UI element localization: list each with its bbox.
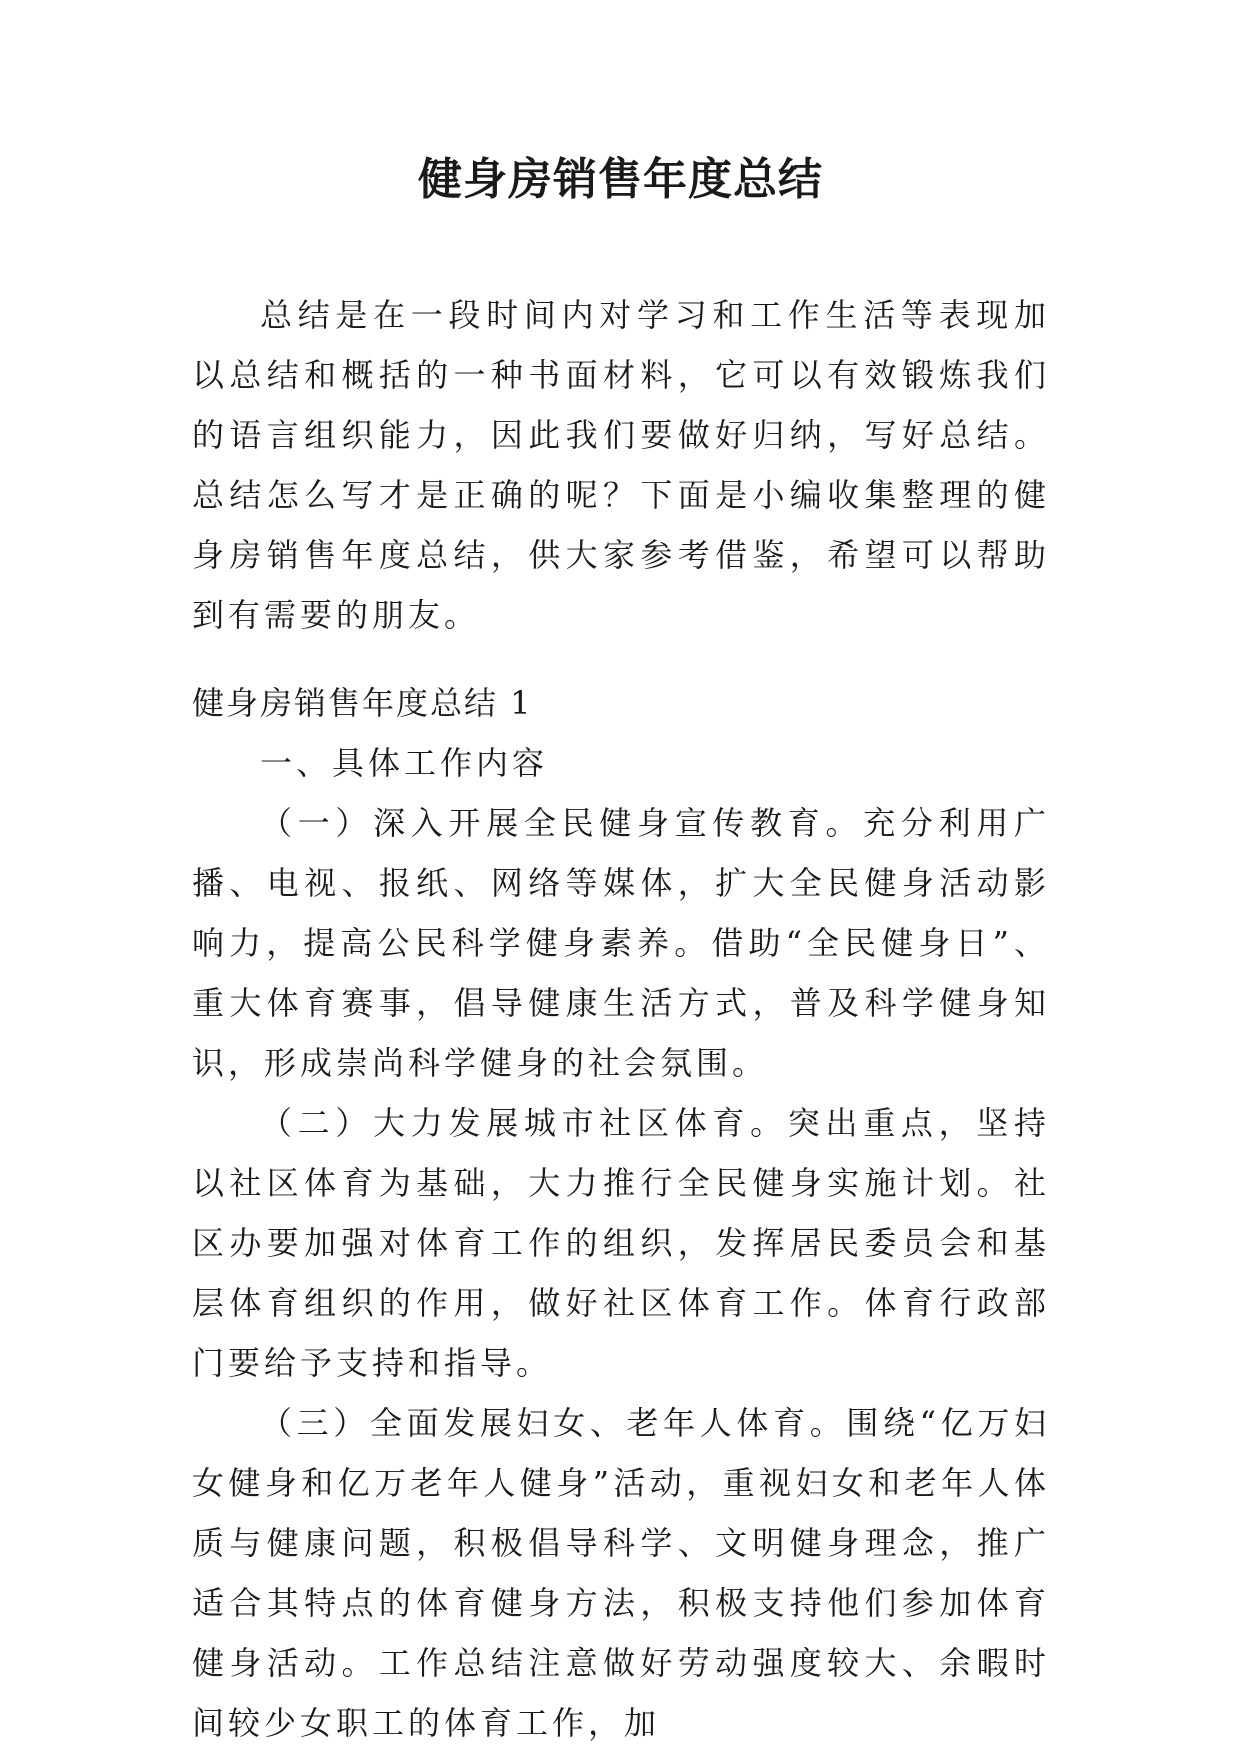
paragraph-gap: [192, 645, 1050, 673]
body-paragraph-1: （一）深入开展全民健身宣传教育。充分利用广播、电视、报纸、网络等媒体，扩大全民健身活动影响力，提高公民科学健身素养。借助“全民健身日”、重大体育赛事，倡导健康生活方式，普及科学健身知识，形成崇尚科学健身的社会氛围。: [192, 804, 1050, 1082]
document-body: [192, 285, 1050, 1753]
section-title: 健身房销售年度总结 1: [192, 684, 533, 722]
section-heading: 一、具体工作内容: [260, 744, 549, 782]
document-title: 健身房销售年度总结: [418, 154, 823, 205]
body-paragraph-3: （三）全面发展妇女、老年人体育。围绕“亿万妇女健身和亿万老年人健身”活动，重视妇女和老年人体质与健康问题，积极倡导科学、文明健身理念，推广适合其特点的体育健身方法，积极支持他们参加体育健身活动。工作总结注意做好劳动强度较大、余暇时间较少女职工的体育工作，加: [192, 1404, 1050, 1742]
intro-paragraph: 总结是在一段时间内对学习和工作生活等表现加以总结和概括的一种书面材料，它可以有效锻炼我们的语言组织能力，因此我们要做好归纳，写好总结。总结怎么写才是正确的呢？下面是小编收集整理的健身房销售年度总结，供大家参考借鉴，希望可以帮助到有需要的朋友。: [192, 296, 1050, 634]
body-paragraph-2: （二）大力发展城市社区体育。突出重点，坚持以社区体育为基础，大力推行全民健身实施计划。社区办要加强对体育工作的组织，发挥居民委员会和基层体育组织的作用，做好社区体育工作。体育行政部门要给予支持和指导。: [192, 1104, 1050, 1382]
